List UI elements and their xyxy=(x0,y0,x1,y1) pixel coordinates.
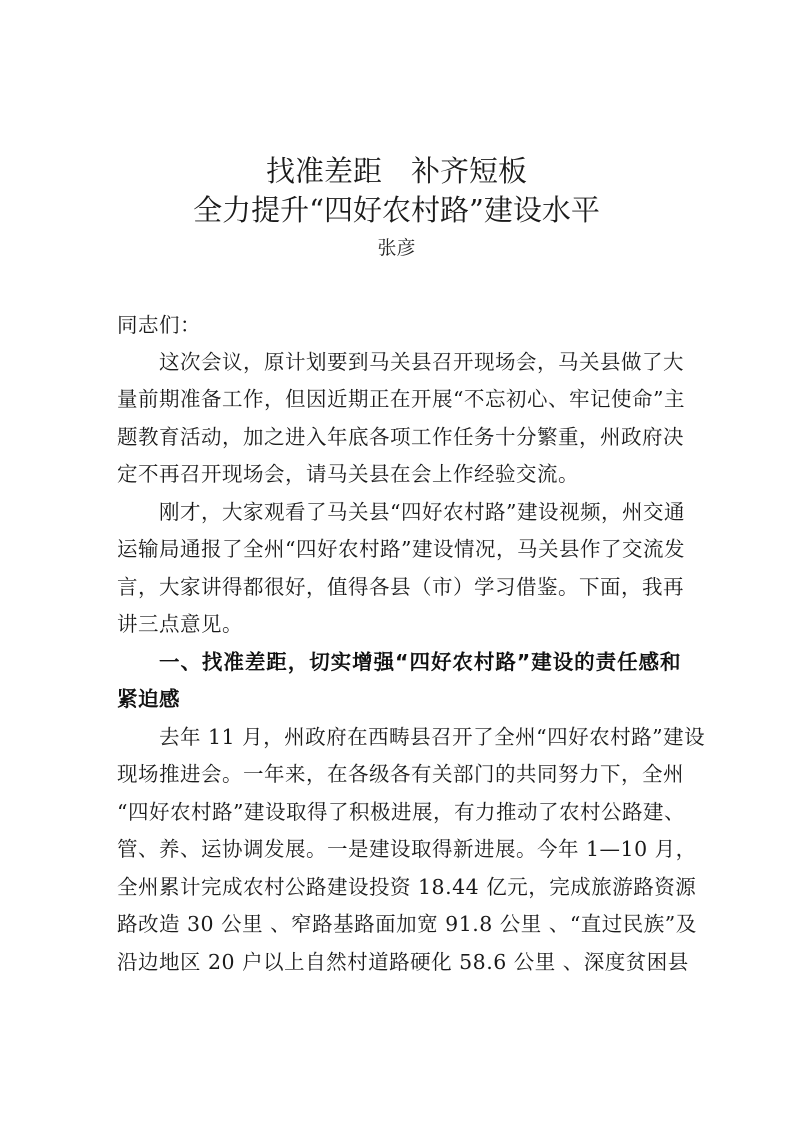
paragraph-1-line-4: 定不再召开现场会，请马关县在会上作经验交流。 xyxy=(117,462,579,486)
paragraph-1-line-2: 量前期准备工作，但因近期正在开展“不忘初心、牢记使命”主 xyxy=(117,387,685,411)
section-heading-line-1: 一、找准差距，切实增强“四好农村路”建设的责任感和 xyxy=(159,650,681,674)
paragraph-2-line-4: 讲三点意见。 xyxy=(117,612,243,636)
paragraph-3-line-1: 去年 11 月，州政府在西畴县召开了全州“四好农村路”建设 xyxy=(159,725,706,749)
paragraph-1-line-3: 题教育活动，加之进入年底各项工作任务十分繁重，州政府决 xyxy=(117,425,684,449)
paragraph-2-line-3: 言，大家讲得都很好，值得各县（市）学习借鉴。下面，我再 xyxy=(117,575,684,599)
paragraph-3-line-2: 现场推进会。一年来，在各级各有关部门的共同努力下，全州 xyxy=(117,762,684,786)
paragraph-3-line-3: “四好农村路”建设取得了积极进展，有力推动了农村公路建、 xyxy=(117,800,685,824)
paragraph-3-line-6: 路改造 30 公里 、窄路基路面加宽 91.8 公里 、“直过民族”及 xyxy=(117,912,697,936)
paragraph-1-line-1: 这次会议，原计划要到马关县召开现场会，马关县做了大 xyxy=(159,350,684,374)
document-author: 张彦 xyxy=(377,237,416,259)
paragraph-3-line-4: 管、养、运协调发展。一是建设取得新进展。今年 1—10 月， xyxy=(117,837,697,861)
paragraph-2-line-1: 刚才，大家观看了马关县“四好农村路”建设视频，州交通 xyxy=(159,500,685,524)
paragraph-3-line-7: 沿边地区 20 户以上自然村道路硬化 58.6 公里 、深度贫困县 xyxy=(117,950,689,974)
salutation: 同志们： xyxy=(117,313,201,337)
document-title-line-2: 全力提升“四好农村路”建设水平 xyxy=(193,193,600,227)
paragraph-3-line-5: 全州累计完成农村公路建设投资 18.44 亿元，完成旅游路资源 xyxy=(117,875,697,899)
paragraph-2-line-2: 运输局通报了全州“四好农村路”建设情况，马关县作了交流发 xyxy=(117,537,685,561)
document-title-line-1: 找准差距 补齐短板 xyxy=(265,154,527,188)
section-heading-line-2: 紧迫感 xyxy=(117,687,180,711)
